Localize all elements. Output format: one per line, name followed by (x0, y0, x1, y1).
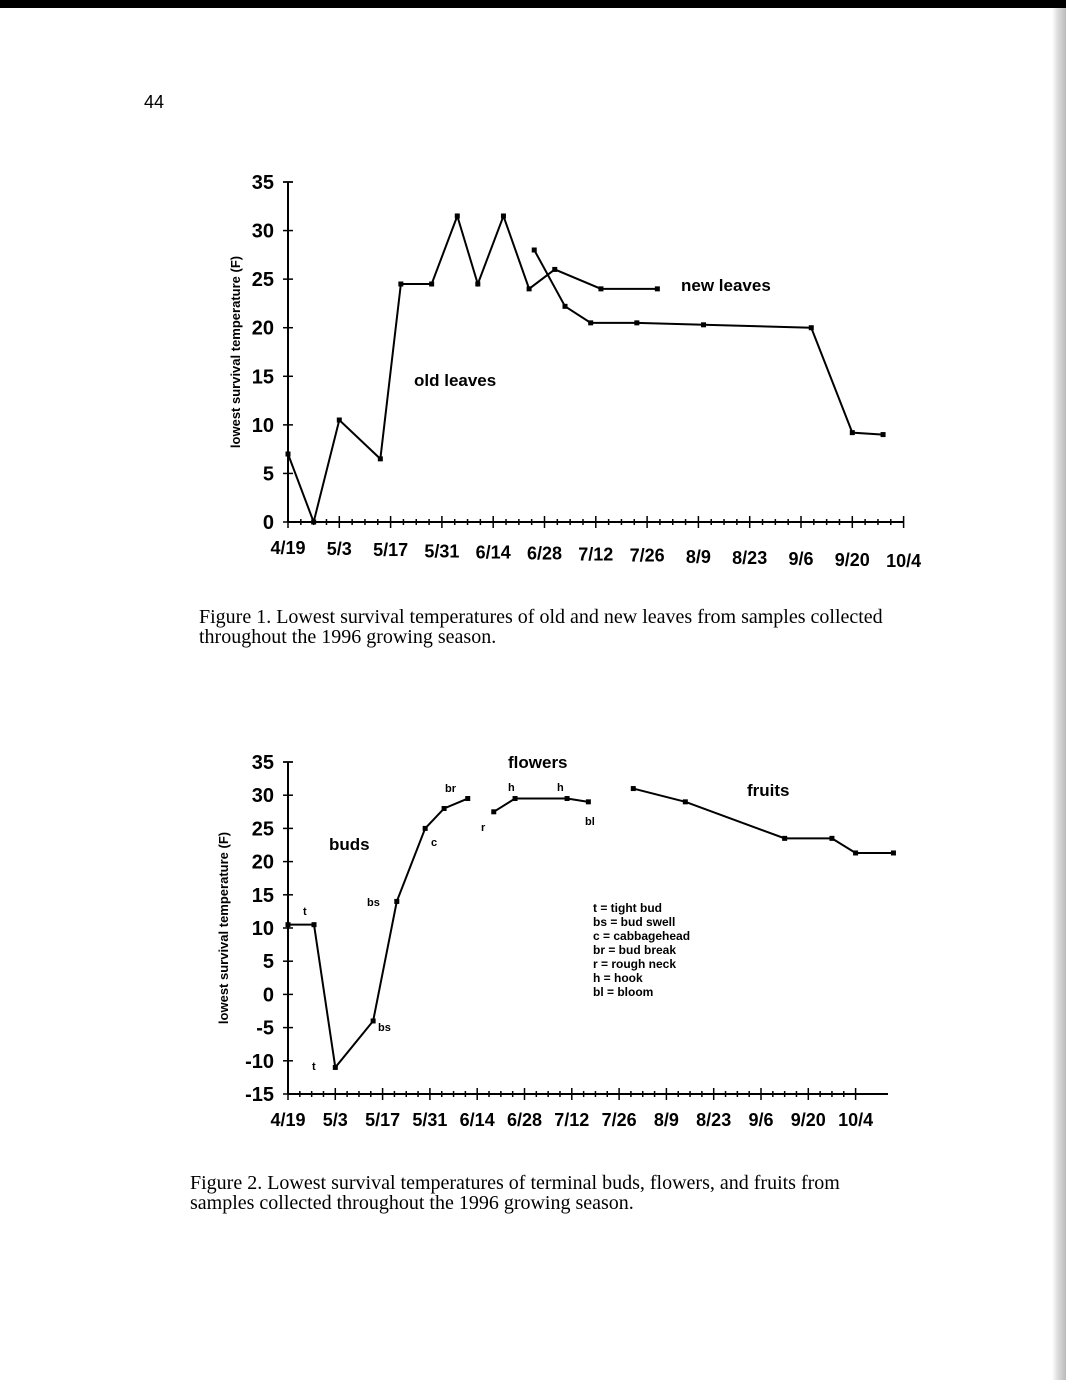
x-tick-label: 6/14 (459, 1110, 495, 1130)
y-tick-label: 20 (251, 317, 274, 340)
point-label: bl (585, 816, 595, 828)
point-label: bs (378, 1022, 391, 1034)
y-tick-label: 5 (262, 951, 274, 974)
x-tick-label: 6/28 (526, 543, 563, 564)
x-tick-label: 5/3 (326, 539, 352, 560)
data-point (631, 786, 636, 791)
y-tick-label: 10 (251, 414, 274, 437)
y-tick-label: 0 (262, 984, 274, 1007)
x-tick-label: 8/9 (653, 1110, 679, 1130)
point-label: c (431, 837, 438, 849)
x-tick-label: 5/3 (322, 1110, 348, 1130)
data-point (371, 1018, 376, 1023)
data-point (513, 796, 518, 801)
x-tick-label: 8/23 (732, 547, 768, 568)
point-label: h (557, 782, 564, 794)
point-label: t (312, 1061, 316, 1073)
annotation-fruits: fruits (747, 781, 790, 800)
y-tick-label: 20 (251, 851, 274, 874)
data-point (891, 850, 896, 855)
annotation-buds: buds (329, 835, 370, 854)
annotation-new-leaves: new leaves (681, 276, 771, 295)
y-tick-label: 35 (251, 172, 274, 194)
x-tick-label: 9/20 (790, 1110, 826, 1130)
figure-1-caption: Figure 1. Lowest survival temperatures of old and new leaves from samples collected throughout the 1996 growing season. (199, 606, 883, 648)
page-number: 44 (144, 92, 165, 112)
x-tick-label: 8/23 (696, 1110, 732, 1130)
x-tick-label: 6/28 (506, 1110, 543, 1130)
legend-entry: bs = bud swell (593, 915, 676, 929)
x-tick-label: 10/4 (838, 1110, 874, 1130)
annotation-old-leaves: old leaves (414, 371, 497, 390)
y-tick-label: -15 (245, 1084, 274, 1106)
data-point (312, 922, 317, 927)
y-tick-label: 30 (251, 220, 274, 243)
x-tick-label: 4/19 (270, 1110, 306, 1130)
point-label: h (508, 782, 515, 794)
data-point (782, 836, 787, 841)
point-label: bs (367, 897, 380, 909)
x-tick-label: 9/6 (748, 1110, 774, 1130)
legend-entry: t = tight bud (593, 901, 662, 915)
x-tick-label: 7/26 (629, 545, 665, 566)
legend-entry: r = rough neck (593, 957, 677, 971)
x-tick-label: 7/26 (601, 1110, 637, 1130)
x-tick-label: 5/31 (412, 1110, 448, 1130)
x-tick-label: 9/6 (788, 549, 814, 569)
point-label: t (303, 906, 307, 918)
annotation-flowers: flowers (508, 753, 568, 772)
legend-entry: bl = bloom (593, 985, 654, 999)
x-tick-label: 9/20 (834, 550, 870, 571)
y-tick-label: 25 (251, 269, 274, 292)
data-point (333, 1065, 338, 1070)
y-tick-label: 15 (251, 884, 274, 907)
data-point (465, 796, 470, 801)
x-tick-label: 7/12 (578, 544, 614, 565)
point-label: br (445, 783, 456, 795)
data-point (853, 850, 858, 855)
data-point (394, 899, 399, 904)
legend-entry: h = hook (593, 971, 643, 985)
data-point (586, 799, 591, 804)
x-tick-label: 8/9 (685, 546, 711, 567)
y-tick-label: 10 (251, 918, 274, 940)
x-tick-label: 4/19 (270, 538, 306, 558)
y-tick-label: -10 (245, 1050, 274, 1073)
legend-entry: br = bud break (593, 943, 677, 957)
point-label: r (481, 822, 486, 834)
y-tick-label: 15 (251, 366, 274, 389)
y-axis-title: lowest survival temperature (F) (228, 255, 243, 449)
data-point (442, 806, 447, 811)
x-tick-label: 5/31 (424, 541, 460, 562)
y-tick-label: 35 (251, 752, 274, 774)
series-line (494, 799, 589, 812)
x-tick-label: 5/17 (373, 540, 409, 561)
data-point (423, 826, 428, 831)
x-tick-label: 7/12 (554, 1110, 590, 1130)
data-point (683, 799, 688, 804)
y-tick-label: -5 (256, 1017, 274, 1040)
x-tick-label: 6/14 (475, 542, 511, 563)
data-point (286, 922, 291, 927)
data-point (491, 809, 496, 814)
x-tick-label: 10/4 (886, 551, 922, 572)
y-tick-label: 30 (251, 785, 274, 808)
y-tick-label: 0 (262, 512, 274, 534)
y-axis-title: lowest survival temperature (F) (216, 831, 231, 1025)
figure-2-caption: Figure 2. Lowest survival temperatures of terminal buds, flowers, and fruits from samples collected throughout the 1996 growing season. (190, 1172, 840, 1214)
data-point (829, 836, 834, 841)
y-tick-label: 5 (262, 463, 274, 486)
legend-entry: c = cabbagehead (593, 929, 691, 943)
data-point (565, 796, 570, 801)
y-tick-label: 25 (251, 818, 274, 841)
x-tick-label: 5/17 (365, 1110, 401, 1130)
